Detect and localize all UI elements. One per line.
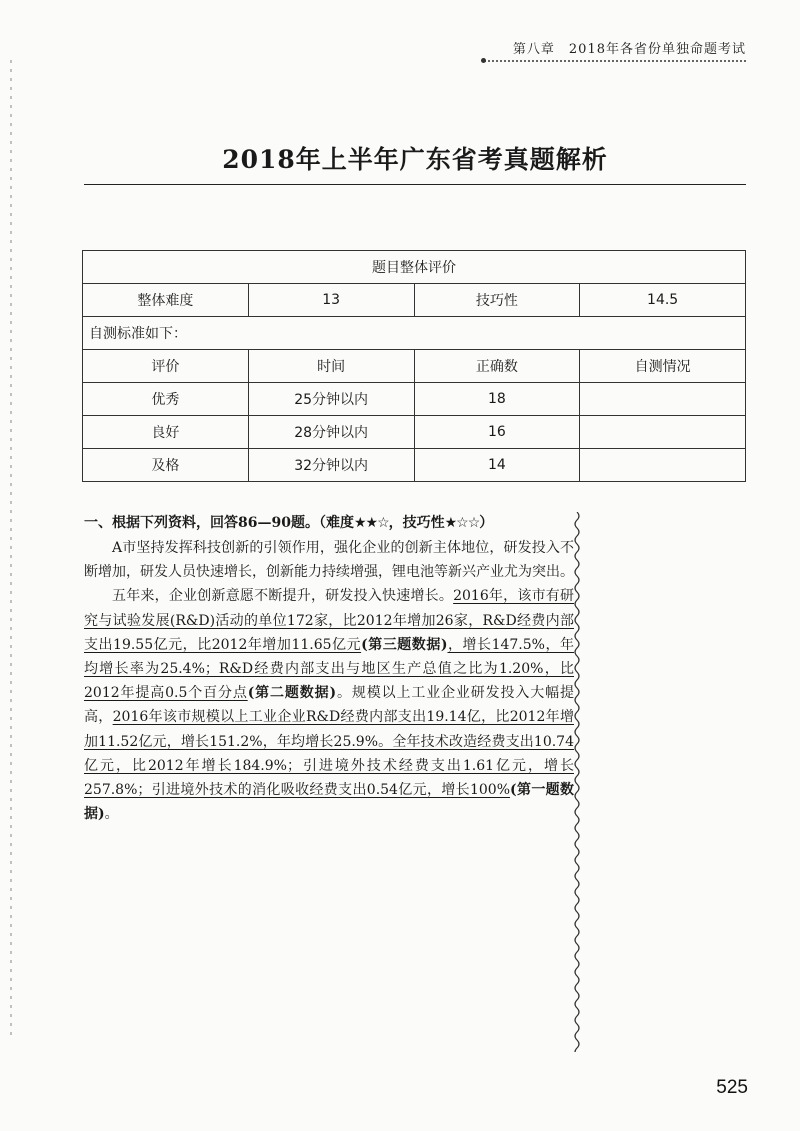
row-level: 及格 [83, 449, 249, 482]
row-level: 优秀 [83, 383, 249, 416]
row-time: 25分钟以内 [248, 383, 414, 416]
table-overall-row [83, 284, 746, 317]
table-caption-row [83, 251, 746, 284]
difficulty-label: 整体难度 [83, 284, 249, 317]
p2-underlined-1: 2016年，该市有研究与试验发展(R&D)活动的单位172家，比2012年增加26家，R&D经费内部支出19.55亿元，比2012年增加11.65亿元 [84, 588, 574, 653]
table-criteria-row [83, 317, 746, 350]
table-row [83, 449, 746, 482]
column-header: 时间 [248, 350, 414, 383]
p2-sentence-3: 。规模以上工业企业研发投入大幅提高， [84, 685, 574, 726]
binding-margin [10, 60, 12, 1040]
skill-value: 14.5 [580, 284, 746, 317]
row-self-check[interactable] [580, 416, 746, 449]
row-correct: 14 [414, 449, 580, 482]
p2-end: 。 [104, 806, 119, 823]
table-row [83, 383, 746, 416]
table-header-row [83, 350, 746, 383]
page-title: 2018年上半年广东省考真题解析 [222, 145, 608, 174]
rating-close: ） [479, 515, 494, 531]
column-header: 正确数 [414, 350, 580, 383]
p2-sentence-1: 五年来，企业创新意愿不断提升，研发投入快速增长。 [112, 588, 454, 605]
column-header: 评价 [83, 350, 249, 383]
difficulty-stars: ★★☆ [353, 515, 389, 531]
paragraph-1: A市坚持发挥科技创新的引领作用，强化企业的创新主体地位，研发投入不断增加，研发人员快速增长，创新能力持续增强，锂电池等新兴产业尤为突出。 [84, 540, 574, 581]
difficulty-value: 13 [248, 284, 414, 317]
title-rule [84, 184, 746, 185]
row-self-check[interactable] [580, 383, 746, 416]
row-correct: 18 [414, 383, 580, 416]
row-level: 良好 [83, 416, 249, 449]
p2-underlined-3: 2016年该市规模以上工业企业R&D经费内部支出19.14亿，比2012年增加11.52亿元，增长151.2%，年均增长25.9%。全年技术改造经费支出10.74亿元，比2012年增长184.9%；引进境外技术经费支出1.61亿元，增长257.8%；引进境外技术的消化吸收经费支出0.54亿元，增长100% [84, 709, 574, 799]
row-self-check[interactable] [580, 449, 746, 482]
table-row [83, 416, 746, 449]
running-head: 第八章 2018年各省份单独命题考试 [512, 42, 746, 57]
evaluation-table [82, 250, 746, 482]
paragraph-2 [84, 584, 574, 826]
rating-open: （难度 [318, 515, 354, 531]
skill-stars: ★☆☆ [444, 515, 480, 531]
page-number: 525 [716, 1077, 748, 1098]
p2-note-q2: (第二题数据) [247, 685, 337, 702]
criteria-label: 自测标准如下： [83, 317, 746, 350]
skill-label: 技巧性 [414, 284, 580, 317]
rating-mid: ，技巧性 [388, 515, 445, 531]
material-text [84, 536, 574, 826]
p2-underlined-2: ，增长147.5%，年均增长率为25.4%；R&D经费内部支出与地区生产总值之比为1.20%，比2012年提高0.5个百分点 [84, 636, 574, 702]
table-caption: 题目整体评价 [83, 251, 746, 284]
question-heading [84, 512, 574, 532]
column-header: 自测情况 [580, 350, 746, 383]
p2-note-q1: (第一题数据) [84, 782, 575, 823]
row-time: 32分钟以内 [248, 449, 414, 482]
p2-note-q3: (第三题数据) [361, 636, 448, 653]
question-heading-text: 一、根据下列资料，回答86—90题。 [84, 515, 319, 531]
row-time: 28分钟以内 [248, 416, 414, 449]
header-rule [484, 60, 746, 62]
wavy-margin-line [572, 512, 582, 1052]
row-correct: 16 [414, 416, 580, 449]
